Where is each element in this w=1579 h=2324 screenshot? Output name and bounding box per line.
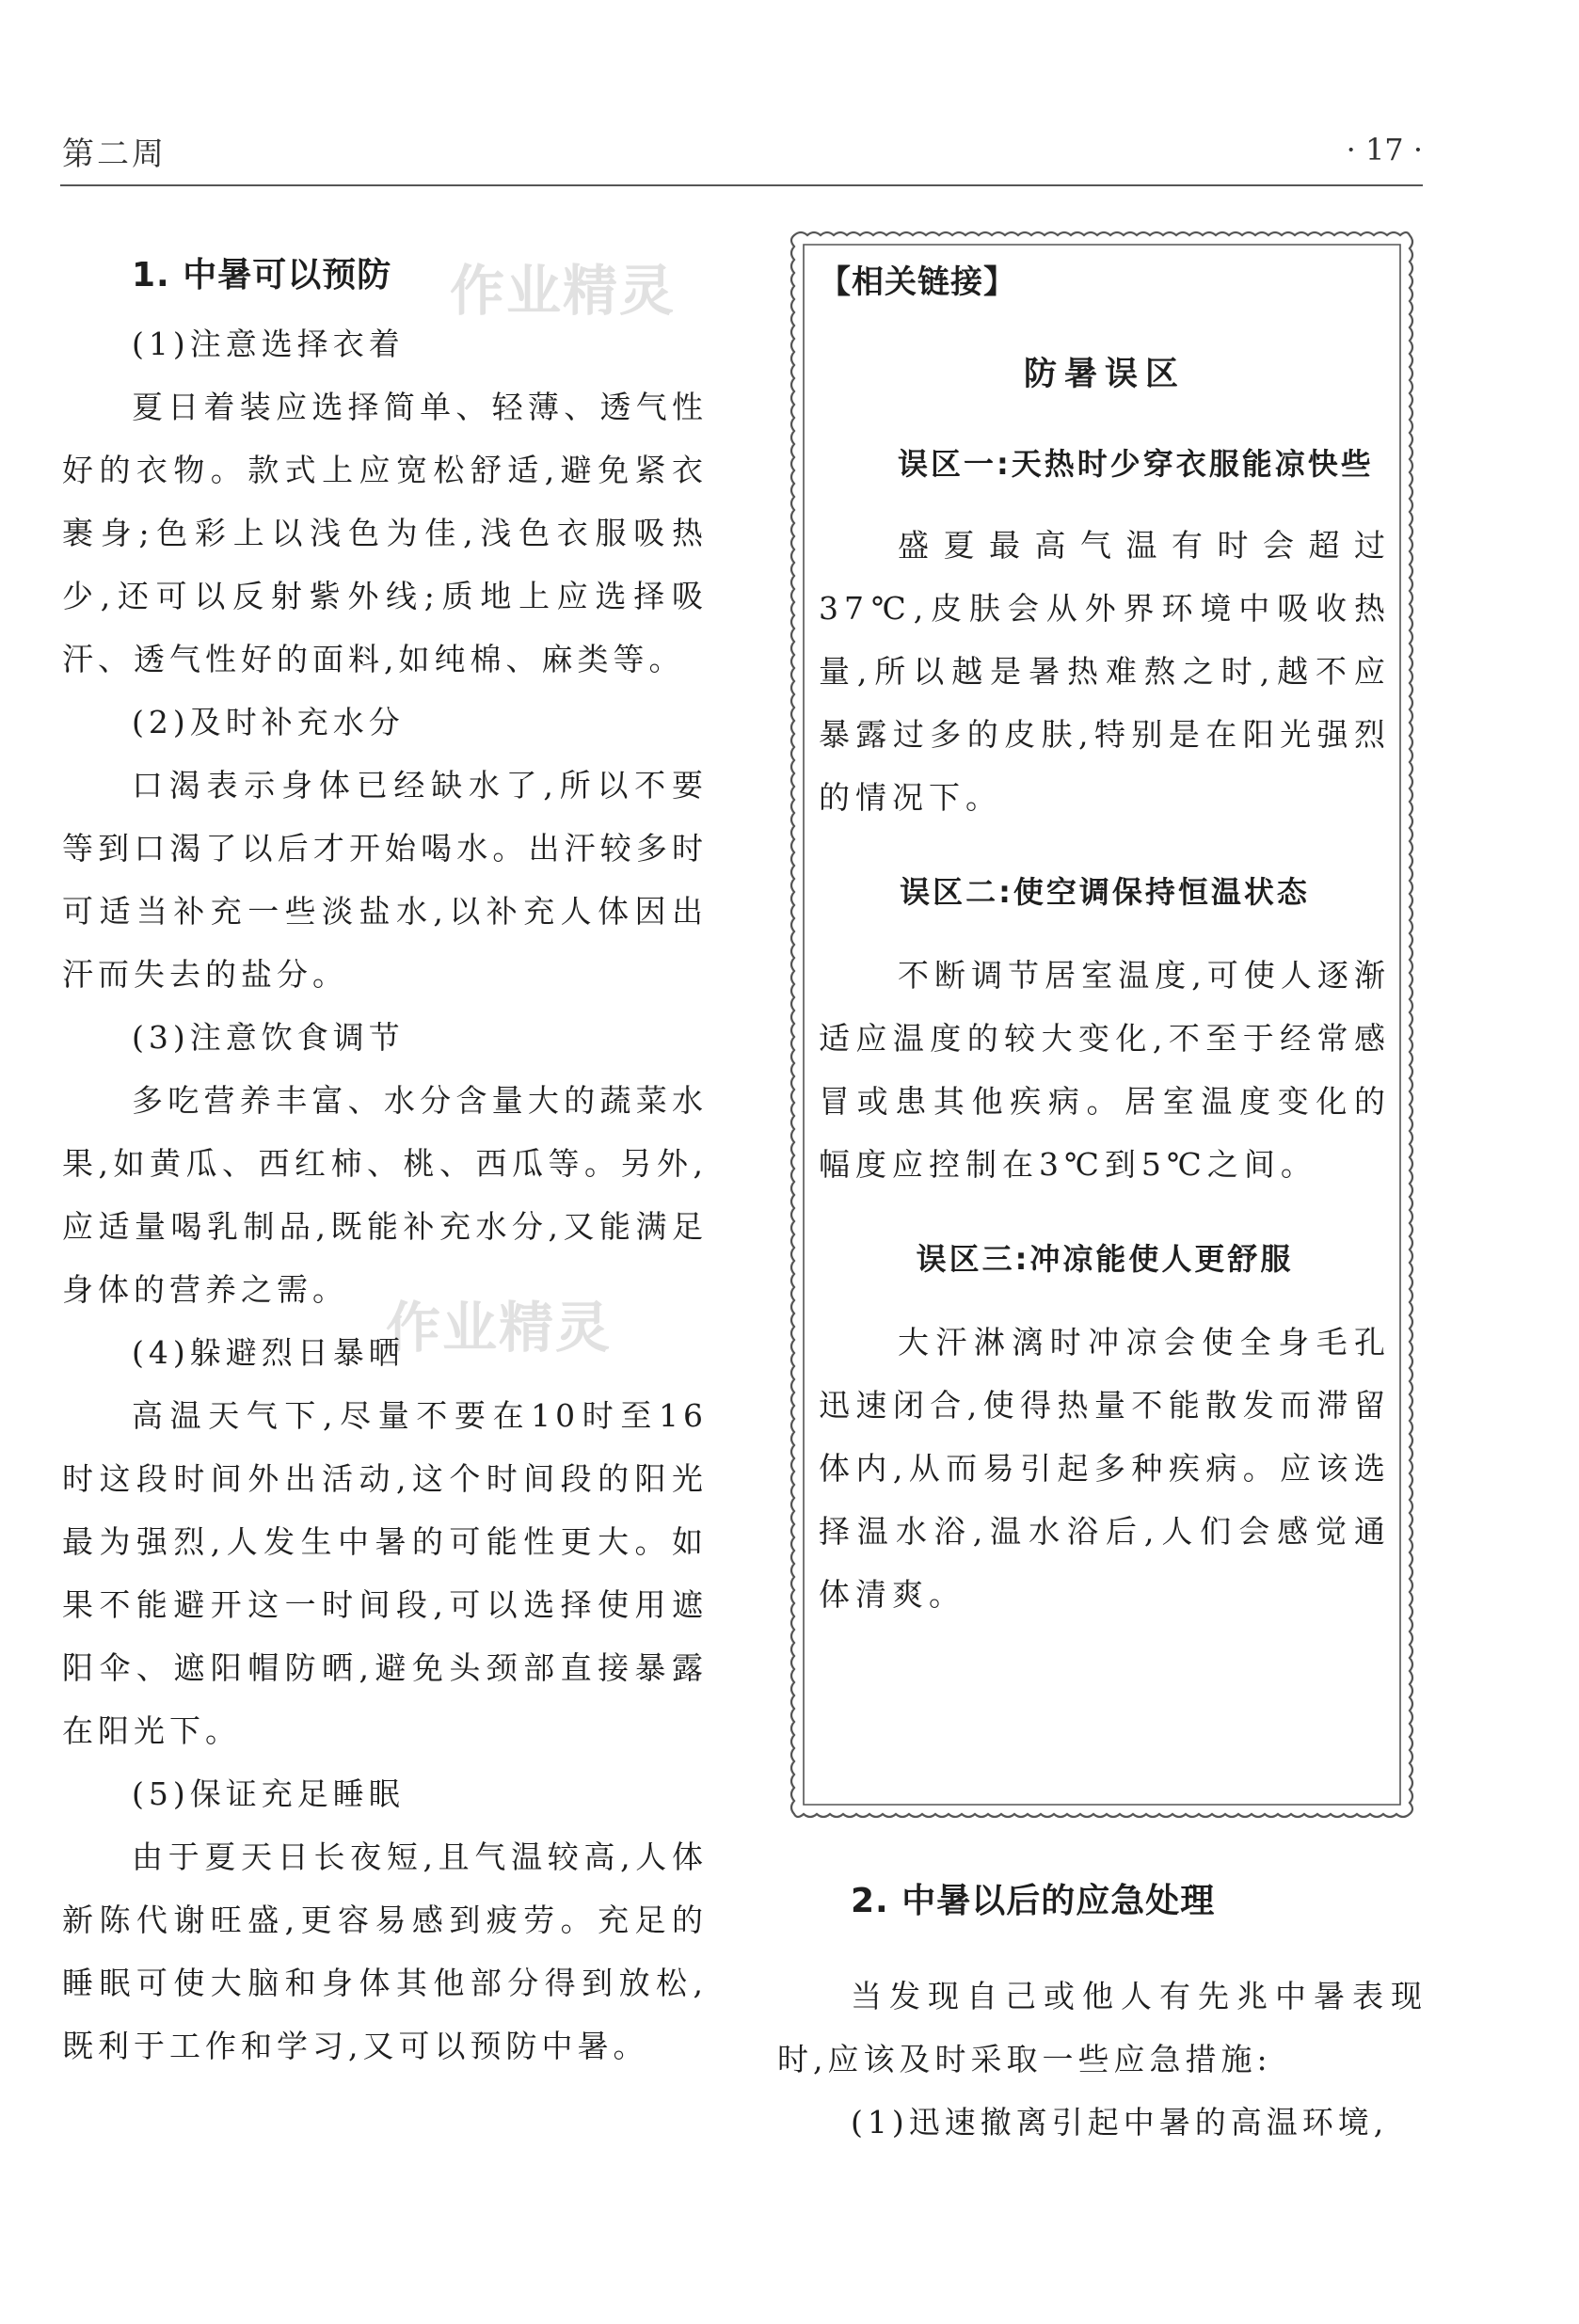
prevention-text-diet: 多吃营养丰富、水分含量大的蔬菜水果,如黄瓜、西红柿、桃、西瓜等。另外,应适量喝乳制品,既能补充水分,又能满足身体的营养之需。 <box>62 1082 708 1308</box>
section-heading-emergency: 2. 中暑以后的应急处理 <box>851 1882 1216 1920</box>
prevention-subtitle-water: (2)及时补充水分 <box>132 704 405 740</box>
myth-title-2: 误区二:使空调保持恒温状态 <box>900 874 1310 910</box>
prevention-text-sun: 高温天气下,尽量不要在10时至16时这段时间外出活动,这个时间段的阳光最为强烈,人发生中暑的可能性更大。如果不能避开这一时间段,可以选择使用遮阳伞、遮阳帽防晒,避免头颈部直接暴露在阳光下。 <box>62 1397 708 1749</box>
related-link-tag: 【相关链接】 <box>819 263 1016 301</box>
watermark-middle: 作业精灵 <box>386 1296 613 1360</box>
emergency-intro: 当发现自己或他人有先兆中暑表现时,应该及时采取一些应急措施: <box>777 1978 1427 2077</box>
myth-title-3: 误区三:冲凉能使人更舒服 <box>916 1241 1294 1277</box>
page-number: · 17 · <box>1346 132 1423 167</box>
related-link-title: 防暑误区 <box>1023 356 1186 393</box>
prevention-text-sleep: 由于夏天日长夜短,且气温较高,人体新陈代谢旺盛,更容易感到疲劳。充足的睡眠可使大脑和身体其他部分得到放松,既利于工作和学习,又可以预防中暑。 <box>62 1839 708 2064</box>
myth-text-2: 不断调节居室温度,可使人逐渐适应温度的较大变化,不至于经常感冒或患其他疾病。居室温度变化的幅度应控制在3℃到5℃之间。 <box>819 957 1391 1183</box>
left-column <box>62 247 708 2077</box>
running-header-chapter: 第二周 <box>62 135 167 173</box>
header-rule <box>60 184 1423 186</box>
myth-text-3: 大汗淋漓时冲凉会使全身毛孔迅速闭合,使得热量不能散发而滞留体内,从而易引起多种疾病。应该选择温水浴,温水浴后,人们会感觉通体清爽。 <box>819 1324 1391 1613</box>
prevention-subtitle-diet: (3)注意饮食调节 <box>132 1019 405 1056</box>
right-column <box>777 1872 1427 2154</box>
related-link-box <box>785 226 1419 1823</box>
section-heading-prevention: 1. 中暑可以预防 <box>132 256 392 294</box>
emergency-item-1: (1)迅速撤离引起中暑的高温环境, <box>851 2104 1389 2141</box>
myth-title-1: 误区一:天热时少穿衣服能凉快些 <box>898 446 1374 482</box>
prevention-text-clothing: 夏日着装应选择简单、轻薄、透气性好的衣物。款式上应宽松舒适,避免紧衣裹身;色彩上以浅色为佳,浅色衣服吸热少,还可以反射紫外线;质地上应选择吸汗、透气性好的面料,如纯棉、麻类等。 <box>62 389 708 677</box>
prevention-subtitle-sleep: (5)保证充足睡眠 <box>132 1775 405 1812</box>
watermark-top: 作业精灵 <box>450 259 677 323</box>
prevention-text-water: 口渴表示身体已经缺水了,所以不要等到口渴了以后才开始喝水。出汗较多时可适当补充一些淡盐水,以补充人体因出汗而失去的盐分。 <box>62 767 708 993</box>
prevention-subtitle-clothing: (1)注意选择衣着 <box>132 326 405 362</box>
prevention-subtitle-sun: (4)躲避烈日暴晒 <box>132 1334 405 1371</box>
myth-text-1: 盛夏最高气温有时会超过37℃,皮肤会从外界环境中吸收热量,所以越是暑热难熬之时,越不应暴露过多的皮肤,特别是在阳光强烈的情况下。 <box>819 527 1391 816</box>
